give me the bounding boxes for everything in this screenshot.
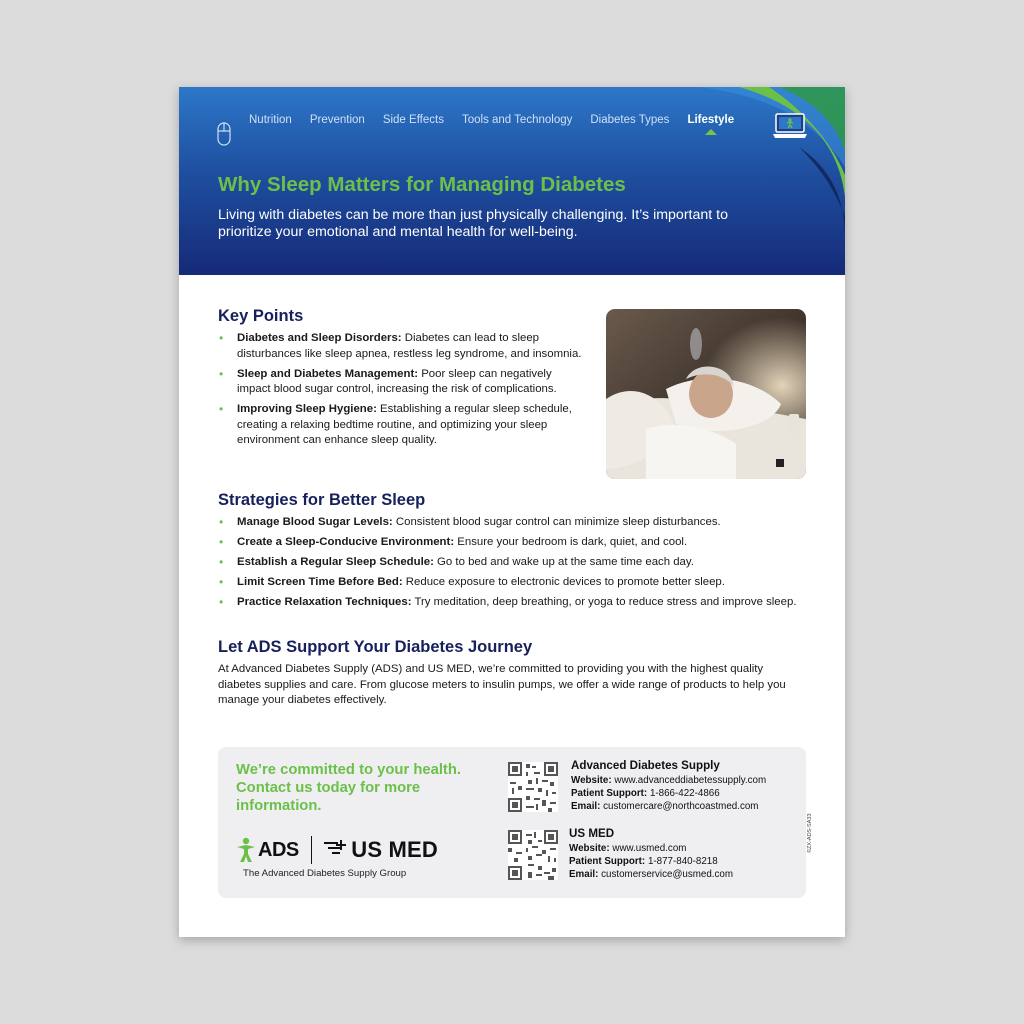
website-label: Website: — [569, 843, 610, 854]
list-item-text: Poor sleep can negatively impact blood sugar control, increasing the risk of complications. — [237, 367, 557, 395]
usmed-logo — [324, 837, 438, 863]
contact-box — [218, 747, 806, 898]
nav-item-diabetes-types[interactable]: Diabetes Types — [590, 114, 670, 126]
list-item-text: Establishing a regular sleep schedule, creating a relaxing bedtime routine, and optimizing your sleep environment can enhance sleep quality. — [237, 403, 572, 446]
list-item — [218, 515, 798, 531]
usmed-website-link[interactable]: www.usmed.com — [612, 843, 687, 854]
list-item-term: Create a Sleep-Conducive Environment: — [237, 536, 455, 549]
usmed-contact-card — [569, 827, 733, 881]
list-item — [218, 402, 588, 449]
list-item — [218, 535, 798, 551]
ads-logo — [236, 837, 299, 863]
header-banner — [179, 87, 845, 275]
patient-support-label: Patient Support: — [569, 856, 646, 867]
list-item-term: Limit Screen Time Before Bed: — [237, 576, 403, 589]
topic-nav — [249, 114, 752, 134]
list-item-term: Sleep and Diabetes Management: — [237, 367, 419, 380]
usmed-lines-icon — [324, 839, 350, 861]
list-item-term: Manage Blood Sugar Levels: — [237, 516, 393, 528]
support-paragraph: At Advanced Diabetes Supply (ADS) and US MED, we’re committed to providing you with the highest quality diabetes supplies and care. From glucose meters to insulin pumps, we offer a wide range of products to help you manage your diabetes effectively. — [218, 663, 786, 706]
website-label: Website: — [571, 775, 612, 786]
list-item — [218, 595, 798, 611]
list-item-text: Try meditation, deep breathing, or yoga to reduce stress and improve sleep. — [411, 596, 797, 609]
nav-item-tools-and-technology[interactable]: Tools and Technology — [461, 114, 573, 126]
ads-logo-text: ADS — [258, 838, 299, 861]
flyer-page — [179, 87, 845, 937]
mouse-icon — [217, 122, 231, 146]
list-item-text: Ensure your bedroom is dark, quiet, and cool. — [454, 536, 688, 549]
cta-text: We’re committed to your health. Contact us today for more information. — [236, 762, 462, 814]
laptop-icon — [772, 112, 808, 140]
email-label: Email: — [569, 869, 599, 880]
list-item-term: Diabetes and Sleep Disorders: — [237, 332, 402, 344]
list-item-text: Go to bed and wake up at the same time each day. — [433, 556, 694, 569]
patient-support-label: Patient Support: — [571, 788, 648, 799]
qr-code-icon[interactable] — [508, 762, 558, 812]
strategies-list — [218, 515, 798, 615]
ads-email-link[interactable]: customercare@northcoastmed.com — [603, 801, 759, 812]
list-item-text: Reduce exposure to electronic devices to promote better sleep. — [402, 576, 725, 589]
strategies-heading: Strategies for Better Sleep — [218, 491, 426, 509]
list-item — [218, 331, 588, 362]
usmed-email-link[interactable]: customerservice@usmed.com — [601, 869, 734, 880]
nav-item-side-effects[interactable]: Side Effects — [382, 114, 444, 126]
list-item — [218, 575, 798, 591]
page-title: Why Sleep Matters for Managing Diabetes — [218, 173, 626, 196]
group-tagline: The Advanced Diabetes Supply Group — [243, 868, 407, 879]
nav-item-nutrition[interactable]: Nutrition — [249, 114, 292, 126]
ads-website-link[interactable]: www.advanceddiabetessupply.com — [614, 775, 767, 786]
usmed-logo-text: US MED — [351, 837, 438, 862]
usmed-phone-link[interactable]: 1-877-840-8218 — [647, 856, 718, 867]
ads-contact-name: Advanced Diabetes Supply — [571, 759, 720, 772]
ads-figure-icon — [236, 837, 256, 863]
email-label: Email: — [571, 801, 601, 812]
ads-contact-card — [571, 759, 766, 813]
list-item-term: Practice Relaxation Techniques: — [237, 596, 412, 609]
list-item — [218, 555, 798, 571]
qr-code-icon[interactable] — [508, 830, 558, 880]
list-item — [218, 367, 588, 398]
key-points-list — [218, 331, 588, 453]
list-item-term: Improving Sleep Hygiene: — [237, 403, 377, 415]
ads-phone-link[interactable]: 1-866-422-4866 — [649, 788, 720, 799]
list-item-text: Diabetes can lead to sleep disturbances like sleep apnea, restless leg syndrome, and insomnia. — [237, 332, 582, 360]
sleeping-woman-photo — [606, 309, 806, 479]
brand-logos — [236, 834, 438, 866]
support-heading: Let ADS Support Your Diabetes Journey — [218, 638, 533, 656]
page-subtitle: Living with diabetes can be more than just physically challenging. It’s important to prioritize your emotional and mental health for well-being. — [218, 207, 728, 240]
list-item-text: Consistent blood sugar control can minimize sleep disturbances. — [392, 516, 721, 528]
nav-item-prevention[interactable]: Prevention — [309, 114, 365, 126]
list-item-term: Establish a Regular Sleep Schedule: — [237, 556, 434, 569]
logo-divider — [311, 836, 313, 864]
nav-item-lifestyle[interactable]: Lifestyle — [687, 114, 734, 134]
usmed-contact-name: US MED — [569, 827, 615, 840]
key-points-heading: Key Points — [218, 307, 304, 325]
document-code: ©ZX-ADS-SA33 — [807, 813, 813, 853]
